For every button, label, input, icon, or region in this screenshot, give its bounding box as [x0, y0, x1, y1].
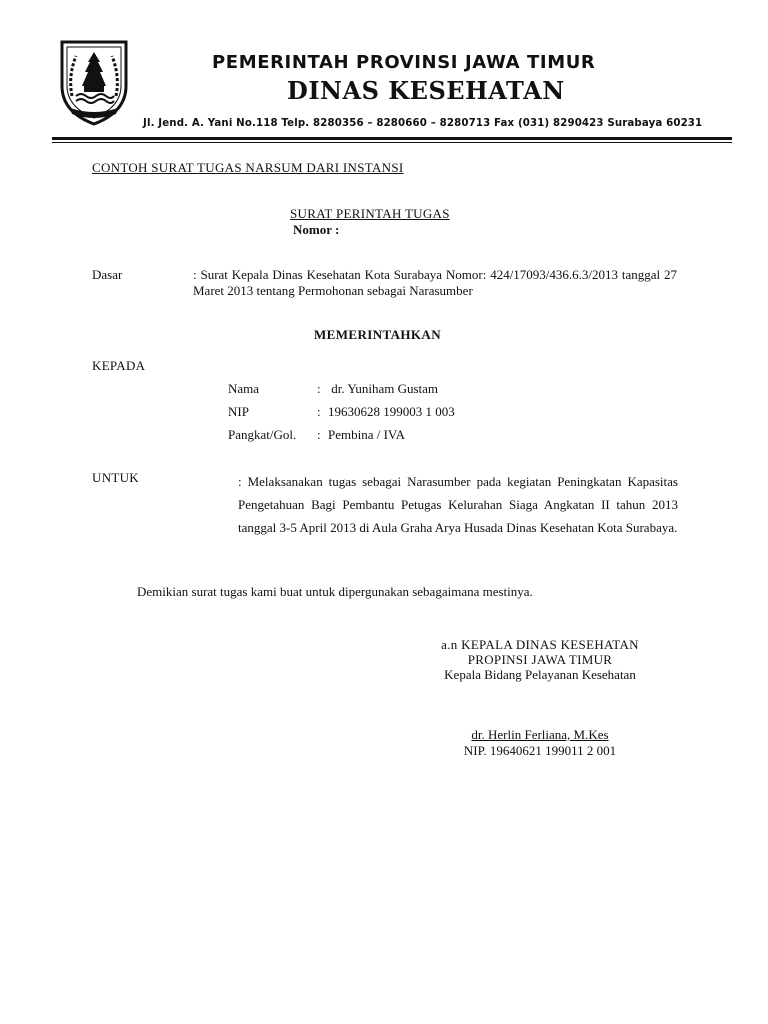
- pangkat-label: Pangkat/Gol.: [228, 427, 297, 442]
- closing-statement: Demikian surat tugas kami buat untuk dipergunakan sebagaimana mestinya.: [137, 584, 533, 599]
- pangkat-separator: :: [317, 427, 321, 442]
- letterhead-agency: DINAS KESEHATAN: [287, 76, 565, 105]
- letterhead-government: PEMERINTAH PROVINSI JAWA TIMUR: [212, 52, 596, 73]
- untuk-label: UNTUK: [92, 470, 139, 485]
- untuk-text: : Melaksanakan tugas sebagai Narasumber pada kegiatan Peningkatan Kapasitas Pengetahuan Bagi Pembantu Petugas Kelurahan Siaga Angkatan II tahun 2013 tanggal 3-5 April 2013 di Aula Graha Arya Husada Dinas Kesehatan Kota Surabaya.: [238, 474, 678, 535]
- letterhead-divider-thick: [52, 137, 732, 140]
- memerintahkan-heading: MEMERINTAHKAN: [314, 327, 442, 342]
- pangkat-value: Pembina / IVA: [328, 427, 406, 442]
- kepada-label: KEPADA: [92, 358, 146, 373]
- signature-line-1: a.n KEPALA DINAS KESEHATAN: [441, 637, 639, 652]
- signatory-name: dr. Herlin Ferliana, M.Kes: [471, 727, 609, 742]
- nama-separator: :: [317, 381, 321, 396]
- dasar-text: : Surat Kepala Dinas Kesehatan Kota Surabaya Nomor: 424/17093/436.6.3/2013 tanggal 27 Maret 2013 tentang Permohonan sebagai Narasumber: [193, 267, 677, 298]
- letterhead-address: Jl. Jend. A. Yani No.118 Telp. 8280356 – 8280660 – 8280713 Fax (031) 8290423 Surabaya 60231: [143, 118, 703, 129]
- nama-value: dr. Yuniham Gustam: [328, 381, 439, 396]
- document-title: CONTOH SURAT TUGAS NARSUM DARI INSTANSI: [92, 160, 404, 175]
- nip-label: NIP: [228, 404, 249, 419]
- letter-number: Nomor :: [293, 222, 340, 237]
- dasar-label: Dasar: [92, 267, 123, 282]
- nama-label: Nama: [228, 381, 260, 396]
- letterhead-divider-thin: [52, 142, 732, 143]
- east-java-province-emblem-icon: [56, 36, 132, 126]
- signature-line-2: PROPINSI JAWA TIMUR: [467, 652, 613, 667]
- nip-value: 19630628 199003 1 003: [328, 404, 455, 419]
- signatory-nip: NIP. 19640621 199011 2 001: [463, 743, 617, 758]
- signature-line-3: Kepala Bidang Pelayanan Kesehatan: [444, 667, 636, 682]
- nip-separator: :: [317, 404, 321, 419]
- letter-title: SURAT PERINTAH TUGAS: [290, 206, 450, 221]
